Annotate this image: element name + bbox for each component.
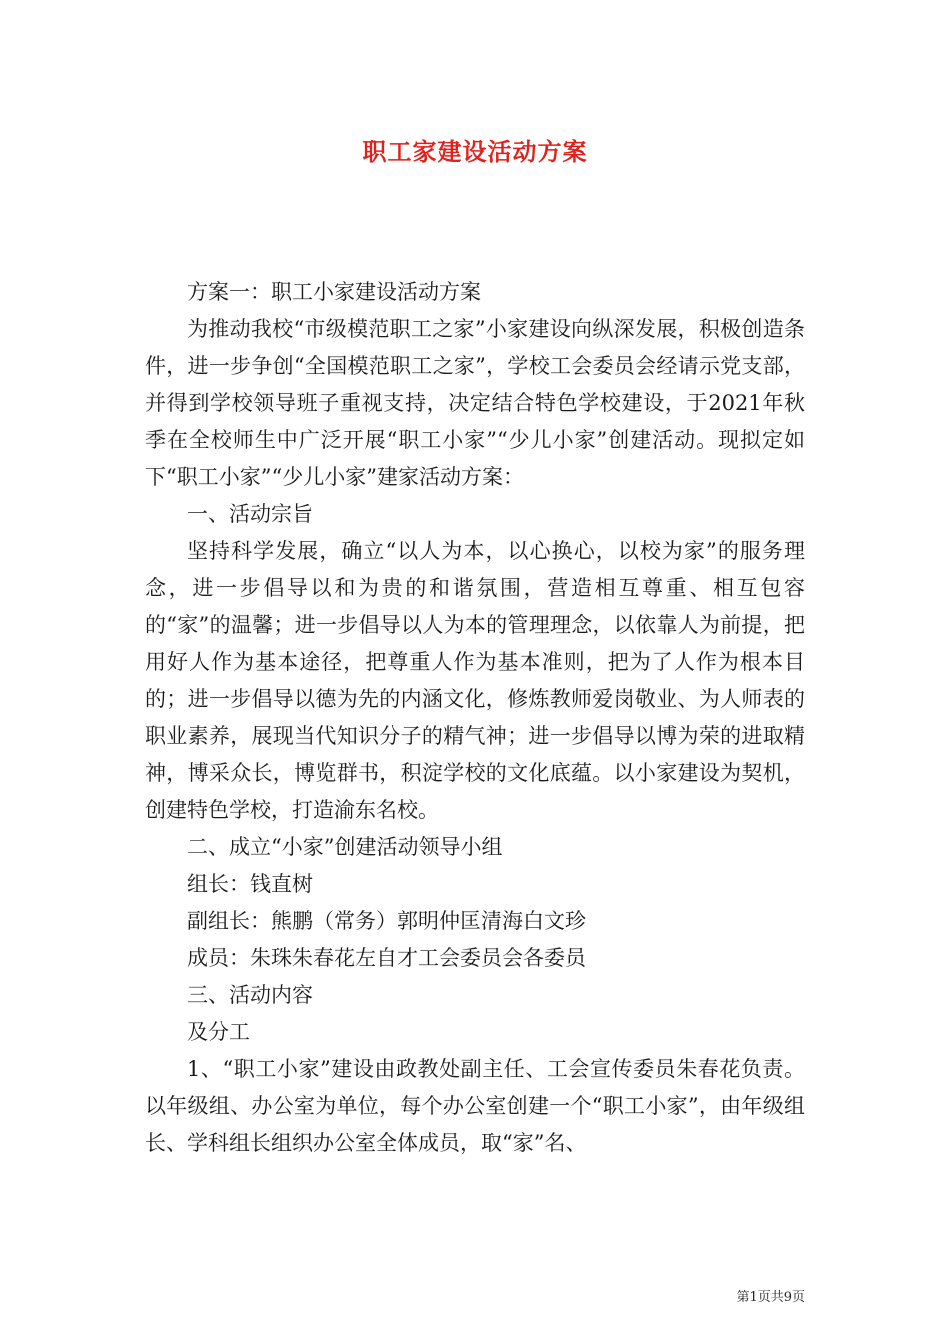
members-line: 成员：朱珠朱春花左自才工会委员会各委员: [187, 946, 586, 970]
document-title: 职工家建设活动方案: [362, 137, 588, 166]
leader-line: 组长：钱直树: [187, 872, 313, 896]
paragraph-plan-heading: 方案一：职工小家建设活动方案: [187, 280, 481, 304]
paragraph-intro: 为推动我校“市级模范职工之家”小家建设向纵深发展，积极创造条件，进一步争创“全国模范职工之家”，学校工会委员会经请示党支部，并得到学校领导班子重视支持，决定结合特色学校建设，于2021年秋季在全校师生中广泛开展“职工小家”“少儿小家”创建活动。现拟定如下“职工小家”“少儿小家”建家活动方案：: [145, 317, 805, 489]
document-body: [145, 274, 805, 1162]
page-number: 第1页共9页: [736, 1290, 805, 1305]
section-heading-purpose: 一、活动宗旨: [187, 502, 313, 526]
section-heading-leadership: 二、成立“小家”创建活动领导小组: [187, 835, 503, 859]
paragraph-item-1: 1、“职工小家”建设由政教处副主任、工会宣传委员朱春花负责。以年级组、办公室为单位，每个办公室创建一个“职工小家”，由年级组长、学科组长组织办公室全体成员，取“家”名、: [145, 1057, 805, 1155]
section-heading-content: 三、活动内容: [187, 983, 313, 1007]
section-heading-division: 及分工: [187, 1020, 250, 1044]
paragraph-purpose: 坚持科学发展，确立“以人为本，以心换心，以校为家”的服务理念，进一步倡导以和为贵的和谐氛围，营造相互尊重、相互包容的“家”的温馨；进一步倡导以人为本的管理理念，以依靠人为前提，把用好人作为基本途径，把尊重人作为基本准则，把为了人作为根本目的；进一步倡导以德为先的内涵文化，修炼教师爱岗敬业、为人师表的职业素养，展现当代知识分子的精气神；进一步倡导以博为荣的进取精神，博采众长，博览群书，积淀学校的文化底蕴。以小家建设为契机，创建特色学校，打造渝东名校。: [145, 539, 805, 822]
deputy-leader-line: 副组长：熊鹏（常务）郭明仲匡清海白文珍: [187, 909, 586, 933]
